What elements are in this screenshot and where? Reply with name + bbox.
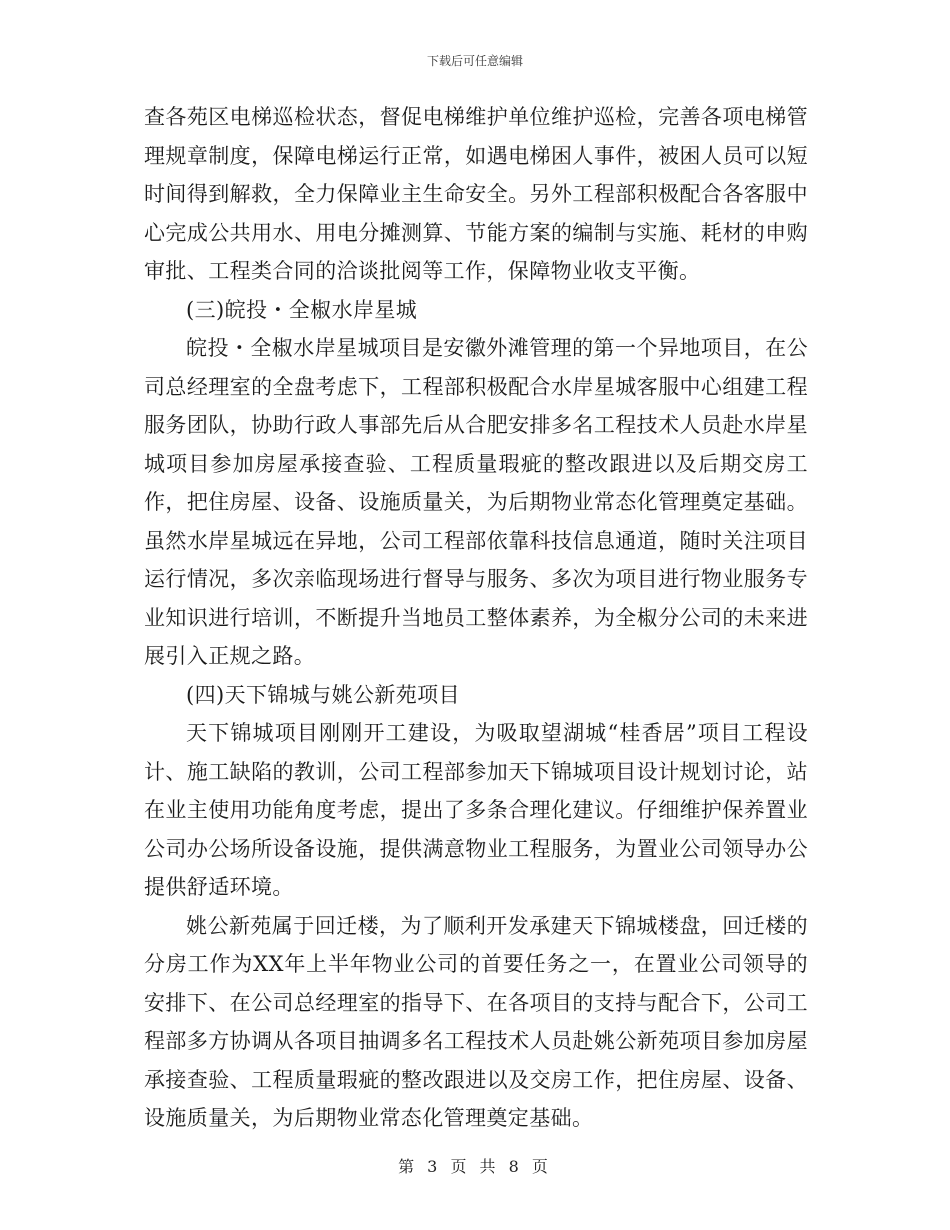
page-number-footer: 第 3 页 共 8 页 [398,1157,552,1176]
section-heading-tianxia-jincheng: (四)天下锦城与姚公新苑项目 [186,682,460,707]
document-body [144,98,808,1138]
paragraph-elevator-management: 查各苑区电梯巡检状态，督促电梯维护单位维护巡检，完善各项电梯管理规章制度，保障电梯运行正常，如遇电梯困人事件，被困人员可以短时间得到解救，全力保障业主生命安全。另外工程部积极配合各客服中心完成公共用水、用电分摊测算、节能方案的编制与实施、耗材的申购审批、工程类合同的洽谈批阅等工作，保障物业收支平衡。 [144,105,808,283]
paragraph-tianxia-jincheng: 天下锦城项目刚刚开工建设，为吸取望湖城“桂香居”项目工程设计、施工缺陷的教训，公司工程部参加天下锦城项目设计规划讨论，站在业主使用功能角度考虑，提出了多条合理化建议。仔细维护保养置业公司办公场所设备设施，提供满意物业工程服务，为置业公司领导办公提供舒适环境。 [144,721,808,899]
paragraph-shuian-xingcheng: 皖投・全椒水岸星城项目是安徽外滩管理的第一个异地项目，在公司总经理室的全盘考虑下，工程部积极配合水岸星城客服中心组建工程服务团队，协助行政人事部先后从合肥安排多名工程技术人员赴水岸星城项目参加房屋承接查验、工程质量瑕疵的整改跟进以及后期交房工作，把住房屋、设备、设施质量关，为后期物业常态化管理奠定基础。虽然水岸星城远在异地，公司工程部依靠科技信息通道，随时关注项目运行情况，多次亲临现场进行督导与服务、多次为项目进行物业服务专业知识进行培训，不断提升当地员工整体素养，为全椒分公司的未来进展引入正规之路。 [144,336,808,668]
section-heading-shuian-xingcheng: (三)皖投・全椒水岸星城 [186,297,418,322]
page-header: 下载后可任意编辑 [426,54,523,68]
paragraph-yaogong-xinyuan: 姚公新苑属于回迁楼，为了顺利开发承建天下锦城楼盘，回迁楼的分房工作为XX年上半年物业公司的首要任务之一，在置业公司领导的安排下、在公司总经理室的指导下、在各项目的支持与配合下，公司工程部多方协调从各项目抽调多名工程技术人员赴姚公新苑项目参加房屋承接查验、工程质量瑕疵的整改跟进以及交房工作，把住房屋、设备、设施质量关，为后期物业常态化管理奠定基础。 [144,913,808,1130]
